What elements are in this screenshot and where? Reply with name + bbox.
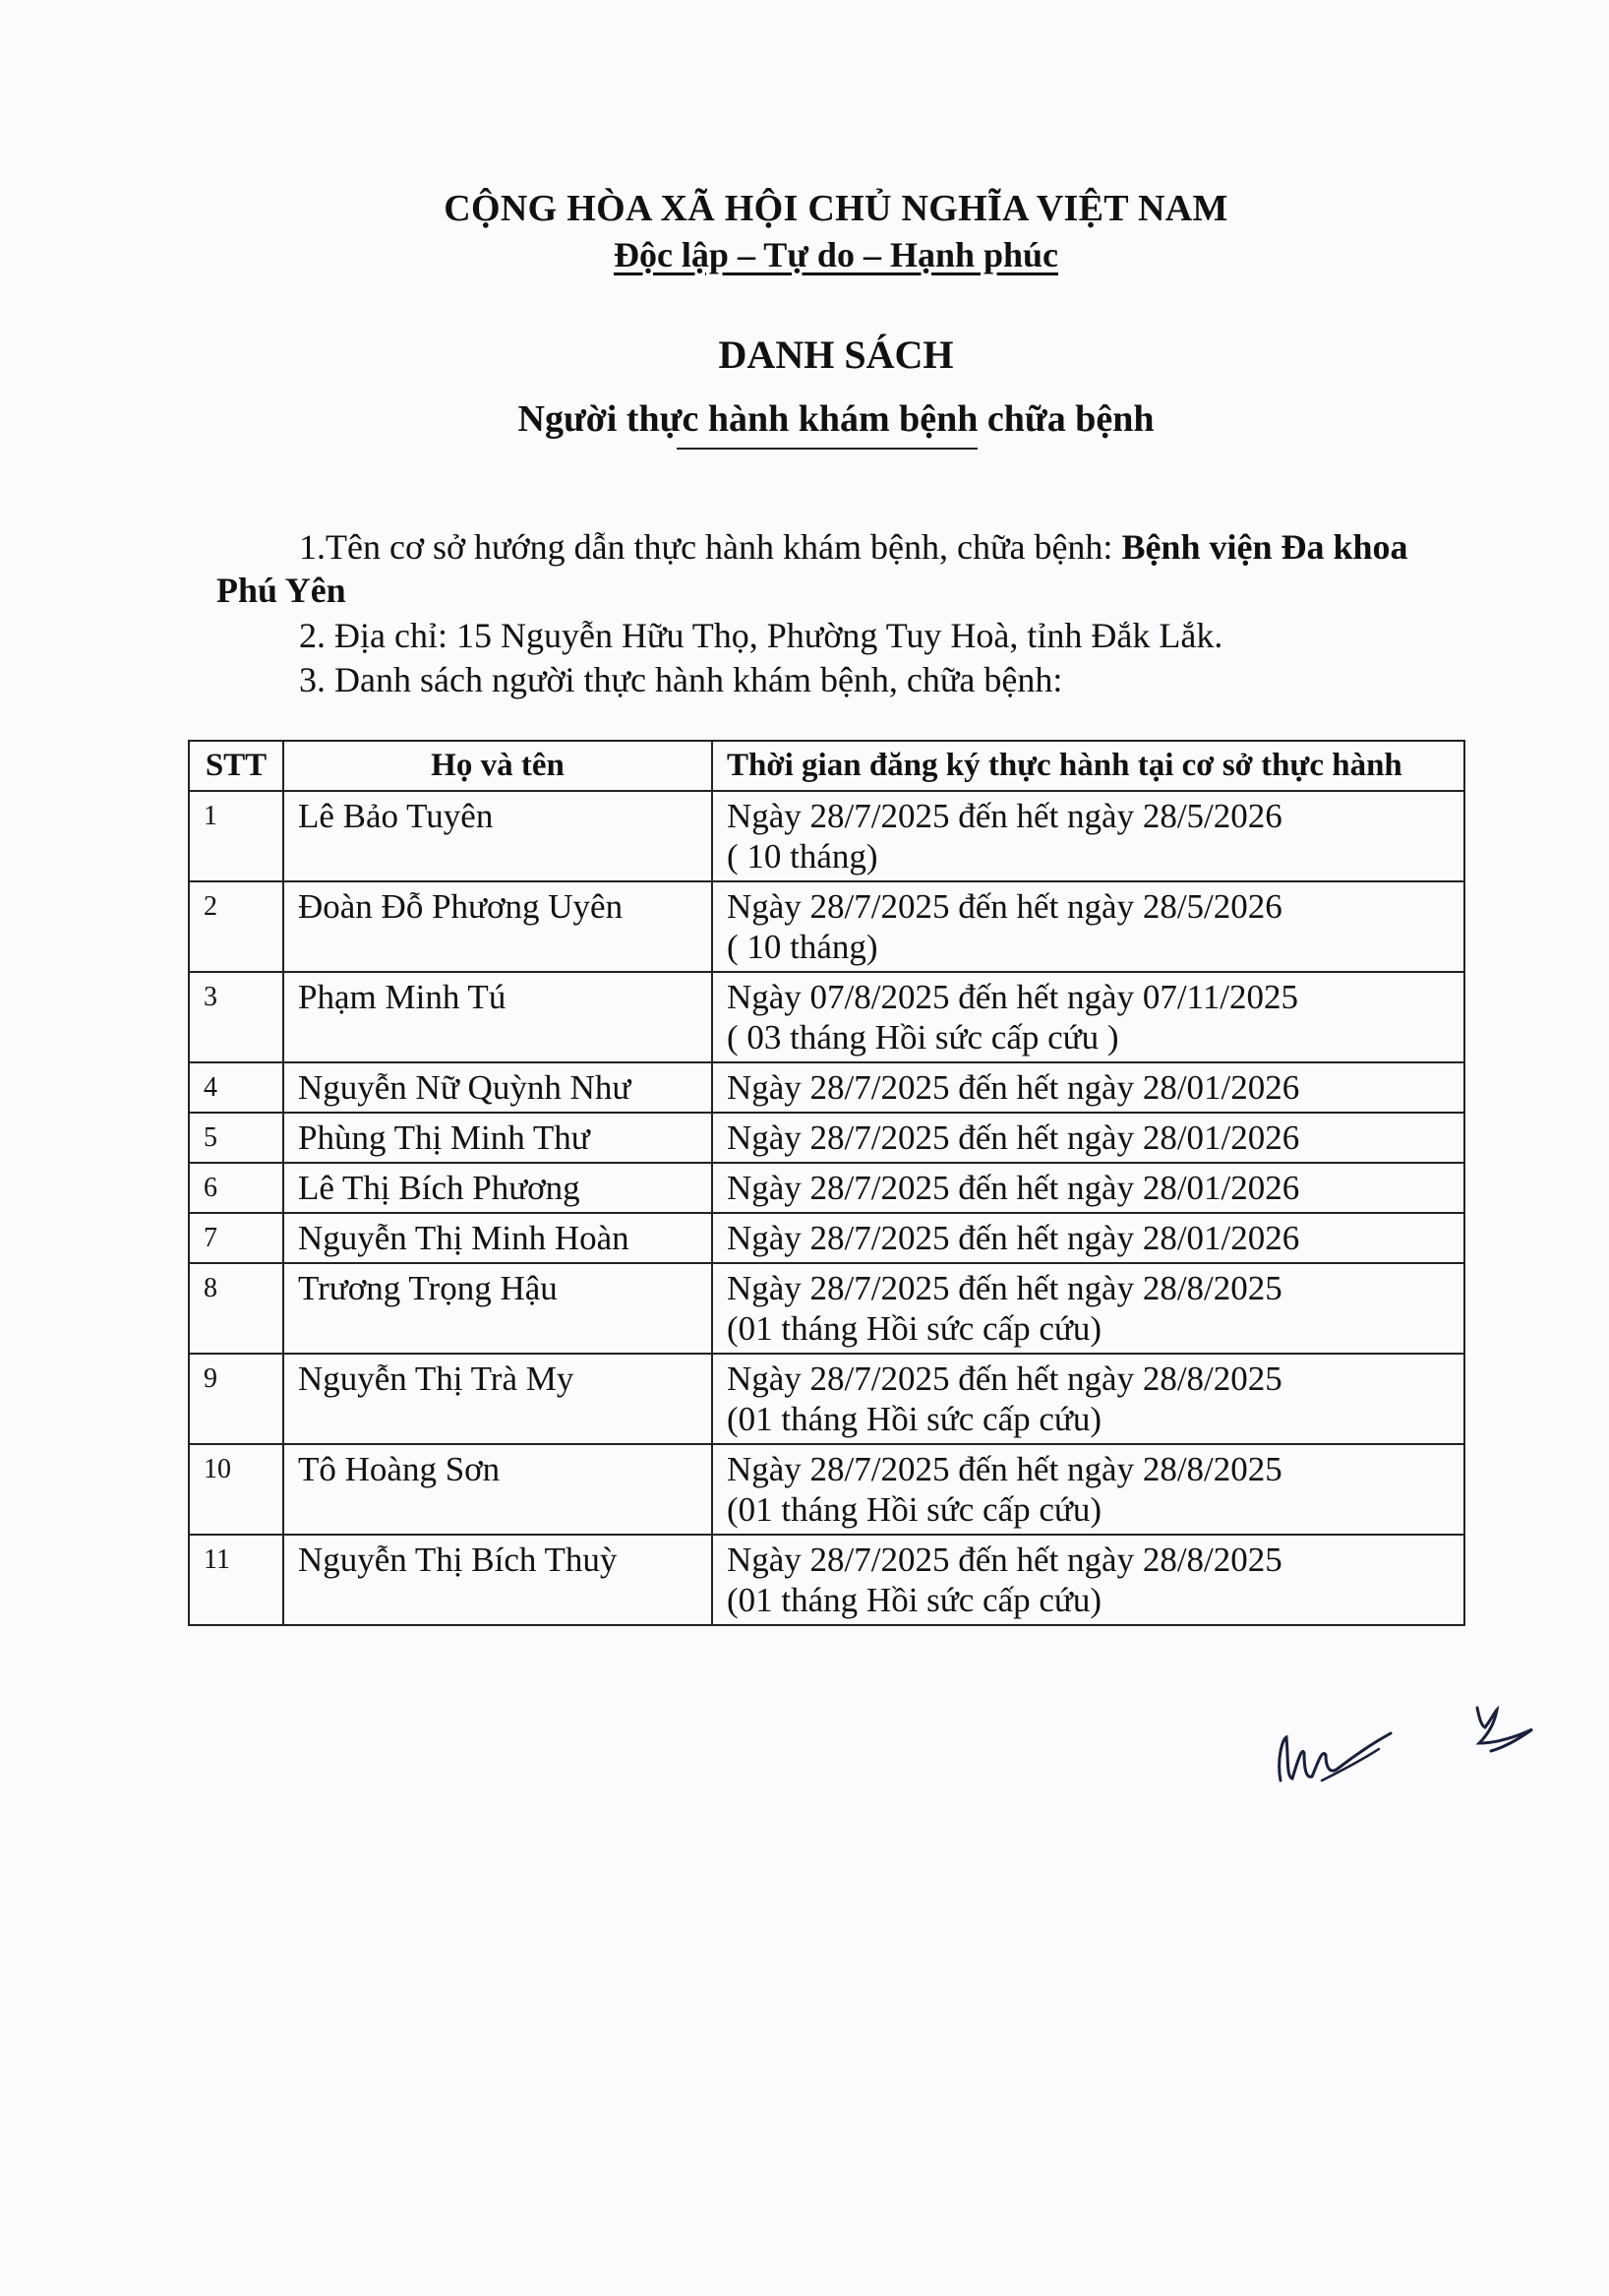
row-time xyxy=(712,1062,1464,1113)
row-time-note: ( 10 tháng) xyxy=(727,837,878,876)
row-name: Lê Bảo Tuyên xyxy=(283,791,712,881)
row-stt: 11 xyxy=(189,1535,283,1625)
table-row xyxy=(189,1354,1464,1444)
national-name: CỘNG HÒA XÃ HỘI CHỦ NGHĨA VIỆT NAM xyxy=(444,188,1228,229)
row-time-note: (01 tháng Hồi sức cấp cứu) xyxy=(727,1400,1102,1438)
table-row xyxy=(189,1062,1464,1113)
row-stt: 5 xyxy=(189,1113,283,1163)
row-stt: 3 xyxy=(189,972,283,1062)
motto-text: Độc lập – Tự do – Hạnh phúc xyxy=(613,235,1059,274)
row-time-range: Ngày 28/7/2025 đến hết ngày 28/01/2026 xyxy=(727,1068,1300,1107)
row-name: Nguyễn Thị Bích Thuỳ xyxy=(283,1535,712,1625)
row-time-note: (01 tháng Hồi sức cấp cứu) xyxy=(727,1581,1102,1619)
header-time: Thời gian đăng ký thực hành tại cơ sở thực hành xyxy=(712,741,1464,791)
row-name: Nguyễn Nữ Quỳnh Như xyxy=(283,1062,712,1113)
row-time xyxy=(712,1263,1464,1354)
section-3-list-intro: 3. Danh sách người thực hành khám bệnh, chữa bệnh: xyxy=(299,660,1063,699)
row-time xyxy=(712,972,1464,1062)
row-time-range: Ngày 28/7/2025 đến hết ngày 28/8/2025 xyxy=(727,1269,1282,1307)
row-stt: 4 xyxy=(189,1062,283,1113)
row-time xyxy=(712,1113,1464,1163)
row-time-range: Ngày 07/8/2025 đến hết ngày 07/11/2025 xyxy=(727,978,1298,1016)
table-row xyxy=(189,972,1464,1062)
row-time-range: Ngày 28/7/2025 đến hết ngày 28/5/2026 xyxy=(727,887,1282,926)
row-time-range: Ngày 28/7/2025 đến hết ngày 28/5/2026 xyxy=(727,797,1282,835)
section-1-label: 1.Tên cơ sở hướng dẫn thực hành khám bệnh, chữa bệnh: xyxy=(299,527,1122,567)
row-time xyxy=(712,1163,1464,1213)
row-name: Nguyễn Thị Trà My xyxy=(283,1354,712,1444)
row-stt: 7 xyxy=(189,1213,283,1263)
initials-signature-2 xyxy=(1460,1700,1548,1769)
row-time xyxy=(712,1354,1464,1444)
table-row xyxy=(189,1444,1464,1535)
facility-name: Bệnh viện Đa khoa Phú Yên xyxy=(216,527,1408,610)
row-time xyxy=(712,881,1464,972)
header-stt: STT xyxy=(189,741,283,791)
table-row xyxy=(189,1535,1464,1625)
table-row xyxy=(189,1163,1464,1213)
row-stt: 2 xyxy=(189,881,283,972)
table-row xyxy=(189,791,1464,881)
row-name: Nguyễn Thị Minh Hoàn xyxy=(283,1213,712,1263)
row-name: Phùng Thị Minh Thư xyxy=(283,1113,712,1163)
row-time-range: Ngày 28/7/2025 đến hết ngày 28/8/2025 xyxy=(727,1450,1282,1488)
row-name: Tô Hoàng Sơn xyxy=(283,1444,712,1535)
section-2-address: 2. Địa chỉ: 15 Nguyễn Hữu Thọ, Phường Tuy Hoà, tỉnh Đắk Lắk. xyxy=(299,616,1223,655)
initials-signature-1 xyxy=(1269,1720,1397,1798)
table-header-row xyxy=(189,741,1464,791)
row-time-note: (01 tháng Hồi sức cấp cứu) xyxy=(727,1490,1102,1529)
row-stt: 6 xyxy=(189,1163,283,1213)
row-stt: 1 xyxy=(189,791,283,881)
row-time-note: (01 tháng Hồi sức cấp cứu) xyxy=(727,1309,1102,1348)
row-stt: 8 xyxy=(189,1263,283,1354)
document-subtitle: Người thực hành khám bệnh chữa bệnh xyxy=(517,398,1155,440)
section-1-facility xyxy=(216,525,1416,612)
row-time-note: ( 03 tháng Hồi sức cấp cứu ) xyxy=(727,1018,1119,1057)
row-name: Lê Thị Bích Phương xyxy=(283,1163,712,1213)
row-time xyxy=(712,791,1464,881)
row-time xyxy=(712,1213,1464,1263)
document-title: DANH SÁCH xyxy=(718,332,954,377)
table-row xyxy=(189,1213,1464,1263)
header-name: Họ và tên xyxy=(283,741,712,791)
table-row xyxy=(189,1113,1464,1163)
national-motto xyxy=(0,234,1609,275)
row-time-note: ( 10 tháng) xyxy=(727,928,878,966)
row-name: Trương Trọng Hậu xyxy=(283,1263,712,1354)
table-row xyxy=(189,881,1464,972)
practitioner-table xyxy=(188,740,1465,1626)
row-time-range: Ngày 28/7/2025 đến hết ngày 28/8/2025 xyxy=(727,1359,1282,1398)
row-name: Phạm Minh Tú xyxy=(283,972,712,1062)
row-time xyxy=(712,1535,1464,1625)
row-time-range: Ngày 28/7/2025 đến hết ngày 28/01/2026 xyxy=(727,1169,1300,1207)
row-time-range: Ngày 28/7/2025 đến hết ngày 28/01/2026 xyxy=(727,1118,1300,1157)
table-row xyxy=(189,1263,1464,1354)
row-name: Đoàn Đỗ Phương Uyên xyxy=(283,881,712,972)
row-stt: 10 xyxy=(189,1444,283,1535)
row-time xyxy=(712,1444,1464,1535)
subtitle-underline xyxy=(677,448,978,450)
row-time-range: Ngày 28/7/2025 đến hết ngày 28/01/2026 xyxy=(727,1219,1300,1257)
row-stt: 9 xyxy=(189,1354,283,1444)
row-time-range: Ngày 28/7/2025 đến hết ngày 28/8/2025 xyxy=(727,1541,1282,1579)
